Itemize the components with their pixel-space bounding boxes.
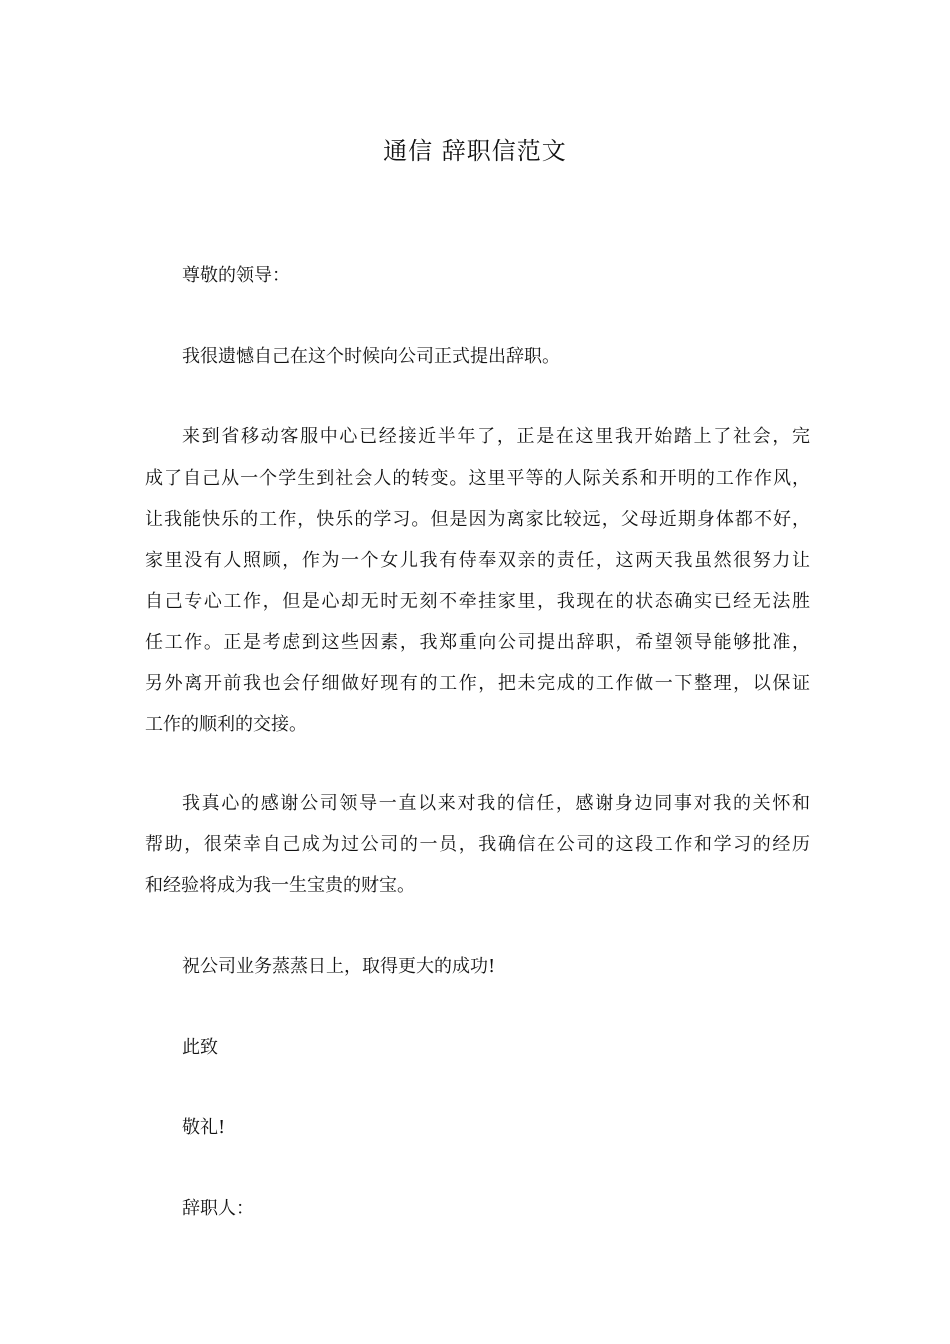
paragraph-2-line-2: 成了自己从一个学生到社会人的转变。这里平等的人际关系和开明的工作作风， — [145, 468, 810, 489]
paragraph-2-line-3: 让我能快乐的工作，快乐的学习。但是因为离家比较远，父母近期身体都不好， — [145, 509, 810, 530]
paragraph-1-line-1: 我很遗憾自己在这个时候向公司正式提出辞职。 — [182, 346, 560, 367]
paragraph-2-line-5: 自己专心工作，但是心却无时无刻不牵挂家里，我现在的状态确实已经无法胜 — [145, 591, 810, 612]
paragraph-2-line-1: 来到省移动客服中心已经接近半年了，正是在这里我开始踏上了社会，完 — [182, 426, 810, 447]
closing-line-1: 此致 — [182, 1037, 218, 1058]
closing-line-2: 敬礼! — [182, 1117, 226, 1138]
wish-line: 祝公司业务蒸蒸日上，取得更大的成功! — [182, 956, 496, 977]
paragraph-2-line-4: 家里没有人照顾，作为一个女儿我有侍奉双亲的责任，这两天我虽然很努力让 — [145, 550, 810, 571]
paragraph-3-line-1: 我真心的感谢公司领导一直以来对我的信任，感谢身边同事对我的关怀和 — [182, 793, 810, 814]
salutation: 尊敬的领导： — [182, 265, 290, 286]
paragraph-2-line-6: 任工作。正是考虑到这些因素，我郑重向公司提出辞职，希望领导能够批准， — [145, 632, 810, 653]
document-title: 通信 辞职信范文 — [383, 137, 567, 165]
paragraph-3-line-3: 和经验将成为我一生宝贵的财宝。 — [145, 875, 415, 896]
paragraph-2-line-8: 工作的顺利的交接。 — [145, 714, 307, 735]
signature-label: 辞职人： — [182, 1198, 254, 1219]
paragraph-3-line-2: 帮助，很荣幸自己成为过公司的一员，我确信在公司的这段工作和学习的经历 — [145, 834, 810, 855]
paragraph-2-line-7: 另外离开前我也会仔细做好现有的工作，把未完成的工作做一下整理，以保证 — [145, 673, 810, 694]
